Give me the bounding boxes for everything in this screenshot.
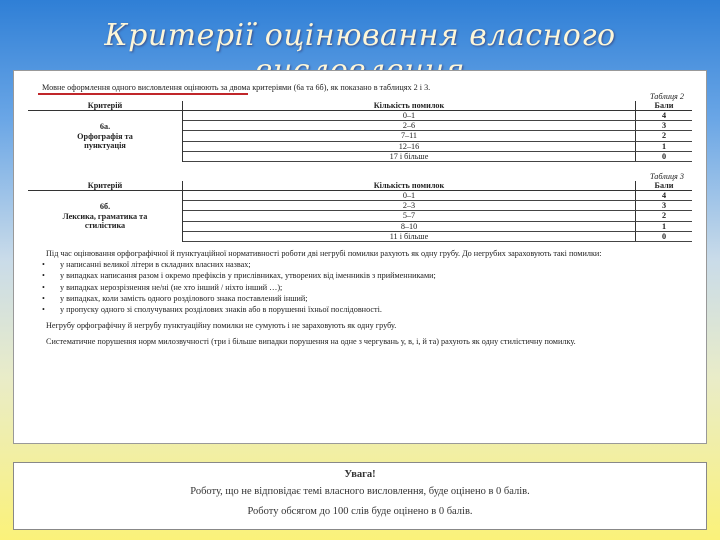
points-cell: 3 xyxy=(636,201,693,211)
bullet-icon: • xyxy=(42,282,45,292)
list-item-text: у пропуску одного зі сполучуваних розділових знаків або в порушенні їхньої послідовності. xyxy=(60,305,382,315)
warning-line: Роботу обсягом до 100 слів буде оцінено в 0 балів. xyxy=(247,506,473,517)
notes-paragraph: Під час оцінювання орфографічної й пунктуаційної нормативності роботи дві негрубі помилки рахують як одну грубу. До негрубих зараховують такі помилки: xyxy=(46,249,602,259)
points-cell: 4 xyxy=(636,111,693,121)
criterion-code: 6а. xyxy=(99,122,111,132)
table-header-row xyxy=(28,101,692,111)
points-cell: 1 xyxy=(636,221,693,231)
list-item xyxy=(42,282,692,293)
bullet-icon: • xyxy=(42,305,45,315)
col-points: Бали xyxy=(636,181,693,191)
errors-cell: 12–16 xyxy=(183,141,636,151)
list-item xyxy=(42,304,692,315)
list-item-text: у випадках нерозрізнення не/ні (не хто інший / ніхто інший …); xyxy=(60,282,283,292)
list-item-text: у випадках написання разом і окремо префіксів у прислівниках, утворених від іменників з прийменниками; xyxy=(60,271,436,281)
errors-cell: 2–3 xyxy=(183,201,636,211)
list-item-text: у випадках, коли замість одного розділового знака поставлений інший; xyxy=(60,293,308,303)
list-item xyxy=(42,270,692,281)
criterion-line: стилістика xyxy=(84,220,126,230)
table-header-row xyxy=(28,181,692,191)
errors-cell: 0–1 xyxy=(183,111,636,121)
errors-cell: 7–11 xyxy=(183,131,636,141)
errors-cell: 5–7 xyxy=(183,211,636,221)
intro-sentence: Мовне оформлення одного висловлення оцінюють за двома критеріями (6а та 6б), як показано в таблицях 2 і 3. xyxy=(42,83,431,92)
table-row xyxy=(28,191,692,201)
red-underline xyxy=(38,93,248,95)
points-cell: 4 xyxy=(636,191,693,201)
list-item xyxy=(42,293,692,304)
errors-cell: 11 і більше xyxy=(183,231,636,241)
table2-caption: Таблиця 2 xyxy=(650,92,684,101)
errors-cell: 2–6 xyxy=(183,121,636,131)
points-cell: 2 xyxy=(636,131,693,141)
points-cell: 2 xyxy=(636,211,693,221)
notes-section xyxy=(28,248,692,348)
list-item-text: у написанні великої літери в складних власних назвах; xyxy=(60,260,251,270)
table3-caption: Таблиця 3 xyxy=(650,172,684,182)
col-points: Бали xyxy=(636,101,693,111)
bullet-icon: • xyxy=(42,260,45,270)
notes-paragraph: Негрубу орфографічну й негрубу пунктуаційну помилки не сумують і не зараховують як одну грубу. xyxy=(46,321,397,331)
col-criterion: Критерій xyxy=(28,101,183,111)
criterion-cell xyxy=(28,191,183,242)
col-errors: Кількість помилок xyxy=(183,101,636,111)
document-page xyxy=(13,70,707,444)
table-3 xyxy=(28,181,692,242)
points-cell: 0 xyxy=(636,151,693,161)
bullet-icon: • xyxy=(42,293,45,303)
error-list xyxy=(28,259,692,315)
criterion-line: пунктуація xyxy=(84,140,126,150)
table-row xyxy=(28,111,692,121)
errors-cell: 8–10 xyxy=(183,221,636,231)
criterion-line: Орфографія та xyxy=(77,131,133,141)
criterion-line: Лексика, граматика та xyxy=(62,211,148,221)
bullet-icon: • xyxy=(42,271,45,281)
points-cell: 3 xyxy=(636,121,693,131)
table-2 xyxy=(28,101,692,162)
points-cell: 0 xyxy=(636,231,693,241)
intro-text xyxy=(42,83,692,92)
list-item xyxy=(42,259,692,270)
notes-paragraph: Систематичне порушення норм милозвучності (три і більше випадки порушення на одне з чергувань у, в, і, й та) рахують як одну стилістичну помилку. xyxy=(46,337,576,347)
warning-box xyxy=(13,462,707,530)
warning-line: Роботу, що не відповідає темі власного висловлення, буде оцінено в 0 балів. xyxy=(190,486,530,497)
criterion-code: 6б. xyxy=(99,202,111,212)
errors-cell: 0–1 xyxy=(183,191,636,201)
errors-cell: 17 і більше xyxy=(183,151,636,161)
slide-title: Критерії оцінювання власного xyxy=(104,18,616,53)
criterion-cell xyxy=(28,111,183,162)
points-cell: 1 xyxy=(636,141,693,151)
col-errors: Кількість помилок xyxy=(183,181,636,191)
col-criterion: Критерій xyxy=(28,181,183,191)
warning-title: Увага! xyxy=(344,469,376,480)
